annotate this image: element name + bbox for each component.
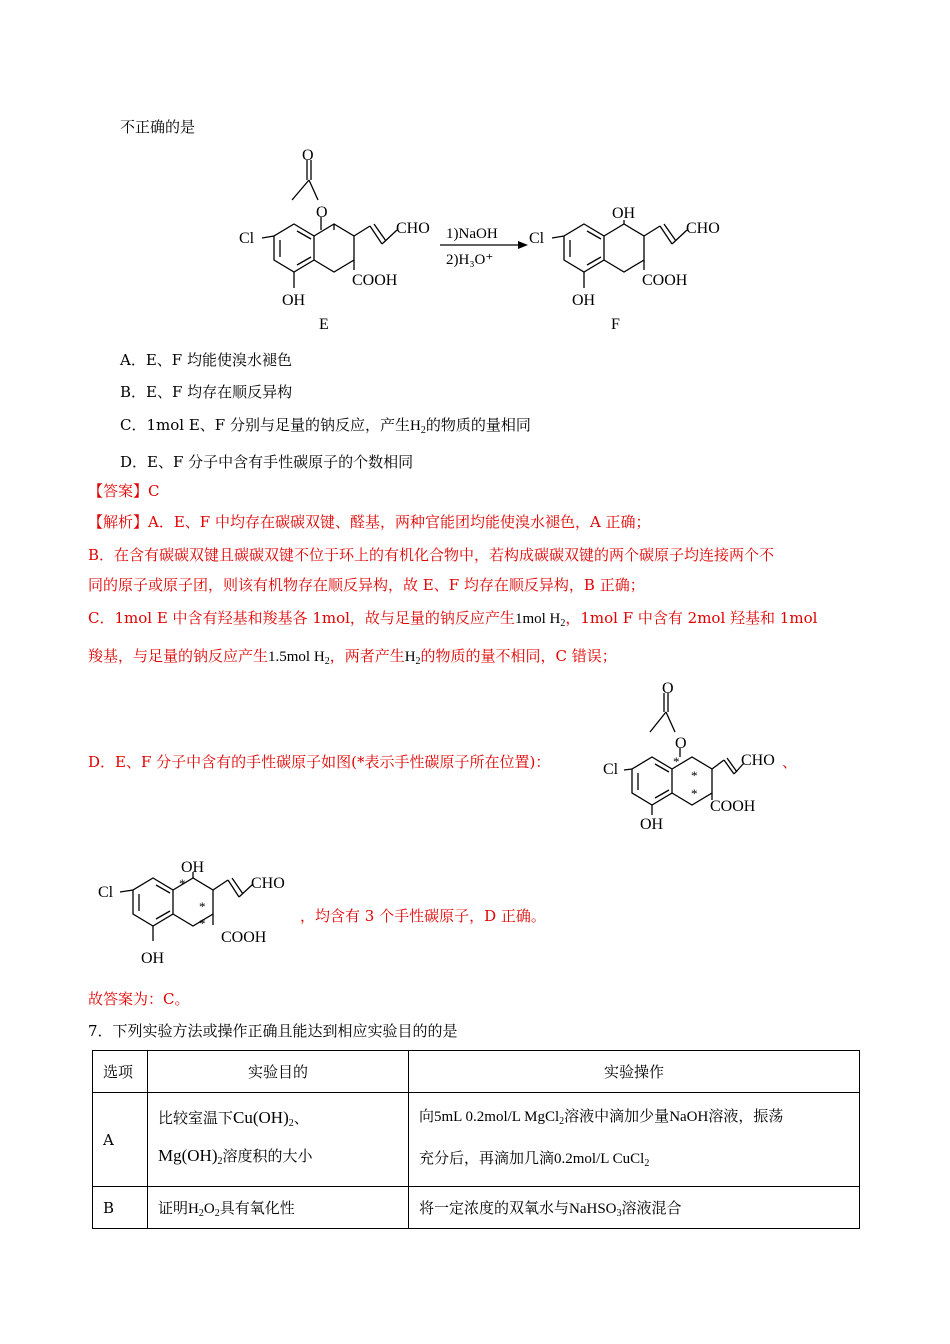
analysis-c-line2: 羧基，与足量的钠反应产生1.5mol $H_2$，两者产生$H_2$的物质的量不相同，C 错误； (88, 647, 617, 667)
ec-cl: Cl (603, 761, 619, 778)
row-b-purpose: 证明$H_2O_2$具有氧化性 (148, 1187, 409, 1229)
table-header-row (93, 1051, 860, 1093)
header-operation: 实验操作 (409, 1051, 860, 1093)
e-cooh: COOH (352, 272, 398, 289)
row-a-operation: 向5mL 0.2mol/L MgCl$_2$溶液中滴加少量NaOH溶液，振荡 充分后，再滴加几滴0.2mol/L CuCl$_2$ (409, 1093, 860, 1187)
ec-ester-o: O (675, 735, 687, 752)
f-cho: CHO (686, 220, 720, 237)
experiment-table (92, 1050, 860, 1229)
e-ester-o: O (316, 204, 328, 221)
fc-cooh: COOH (221, 929, 267, 946)
chiral-star-1: * (673, 754, 680, 769)
question-7-stem: 7．下列实验方法或操作正确且能达到相应实验目的的是 (88, 1022, 458, 1040)
question-stem-tail: 不正确的是 (120, 118, 196, 136)
option-b: B．E、F 均存在顺反异构 (120, 383, 293, 401)
final-answer: 故答案为：C。 (88, 990, 190, 1008)
chiral-star-6: * (199, 916, 206, 931)
f-cooh: COOH (642, 272, 688, 289)
table-row (93, 1187, 860, 1229)
f-cl: Cl (529, 230, 545, 247)
row-b-operation: 将一定浓度的双氧水与NaHSO$_3$溶液混合 (409, 1187, 860, 1229)
analysis-b-line1: B．在含有碳碳双键且碳碳双键不位于环上的有机化合物中，若构成碳碳双键的两个碳原子均连接两个不 (88, 546, 775, 564)
e-cl: Cl (239, 230, 255, 247)
chiral-star-2: * (691, 768, 698, 783)
e-carbonyl-o: O (302, 148, 314, 164)
option-c: C．1mol E、F 分别与足量的钠反应，产生$H_2$的物质的量相同 (120, 416, 531, 436)
reagent-1: 1)NaOH (446, 226, 498, 242)
analysis-b-line2: 同的原子或原子团，则该有机物存在顺反异构，故 E、F 均存在顺反异构，B 正确； (88, 576, 645, 594)
row-a-option: A (93, 1093, 148, 1187)
ec-carbonyl-o: O (662, 682, 674, 697)
ec-cho: CHO (741, 752, 775, 769)
ec-oh: OH (640, 816, 664, 832)
chiral-star-5: * (199, 899, 206, 914)
chiral-star-4: * (179, 876, 186, 891)
structure-f-chiral (92, 852, 292, 972)
e-cho: CHO (396, 220, 430, 237)
analysis-d: D．E、F 分子中含有的手性碳原子如图(*表示手性碳原子所在位置)： (88, 753, 551, 771)
e-oh: OH (282, 292, 306, 309)
fc-cl: Cl (98, 884, 114, 901)
analysis-d-conclusion: ，均含有 3 个手性碳原子，D 正确。 (300, 907, 546, 925)
structure-e (230, 148, 430, 338)
f-oh: OH (572, 292, 596, 309)
structure-f (528, 200, 723, 340)
fc-oh-top: OH (181, 859, 205, 876)
row-b-option: B (93, 1187, 148, 1229)
reagent-2: 2)H₃O⁺ (446, 252, 494, 268)
analysis-a: 【解析】A．E、F 中均存在碳碳双键、醛基，两种官能团均能使溴水褪色，A 正确； (88, 513, 651, 531)
label-e: E (319, 316, 329, 333)
fc-cho: CHO (251, 875, 285, 892)
label-f: F (611, 316, 620, 333)
header-purpose: 实验目的 (148, 1051, 409, 1093)
option-d: D．E、F 分子中含有手性碳原子的个数相同 (120, 453, 414, 471)
answer: 【答案】C (88, 482, 160, 500)
analysis-d-separator: 、 (782, 753, 798, 771)
table-row (93, 1093, 860, 1187)
analysis-c-line1: C．1mol E 中含有羟基和羧基各 1mol，故与足量的钠反应产生1mol $H_2$，1mol F 中含有 2mol 羟基和 1mol (88, 609, 818, 629)
option-a: A．E、F 均能使溴水褪色 (120, 351, 292, 369)
ec-cooh: COOH (710, 798, 756, 815)
header-option: 选项 (93, 1051, 148, 1093)
structure-e-chiral (600, 682, 780, 832)
fc-oh: OH (141, 950, 165, 967)
chiral-star-3: * (691, 786, 698, 801)
row-a-purpose: 比较室温下$Cu(OH)_2$、 $Mg(OH)_2$溶度积的大小 (148, 1093, 409, 1187)
f-oh-top: OH (612, 205, 636, 222)
